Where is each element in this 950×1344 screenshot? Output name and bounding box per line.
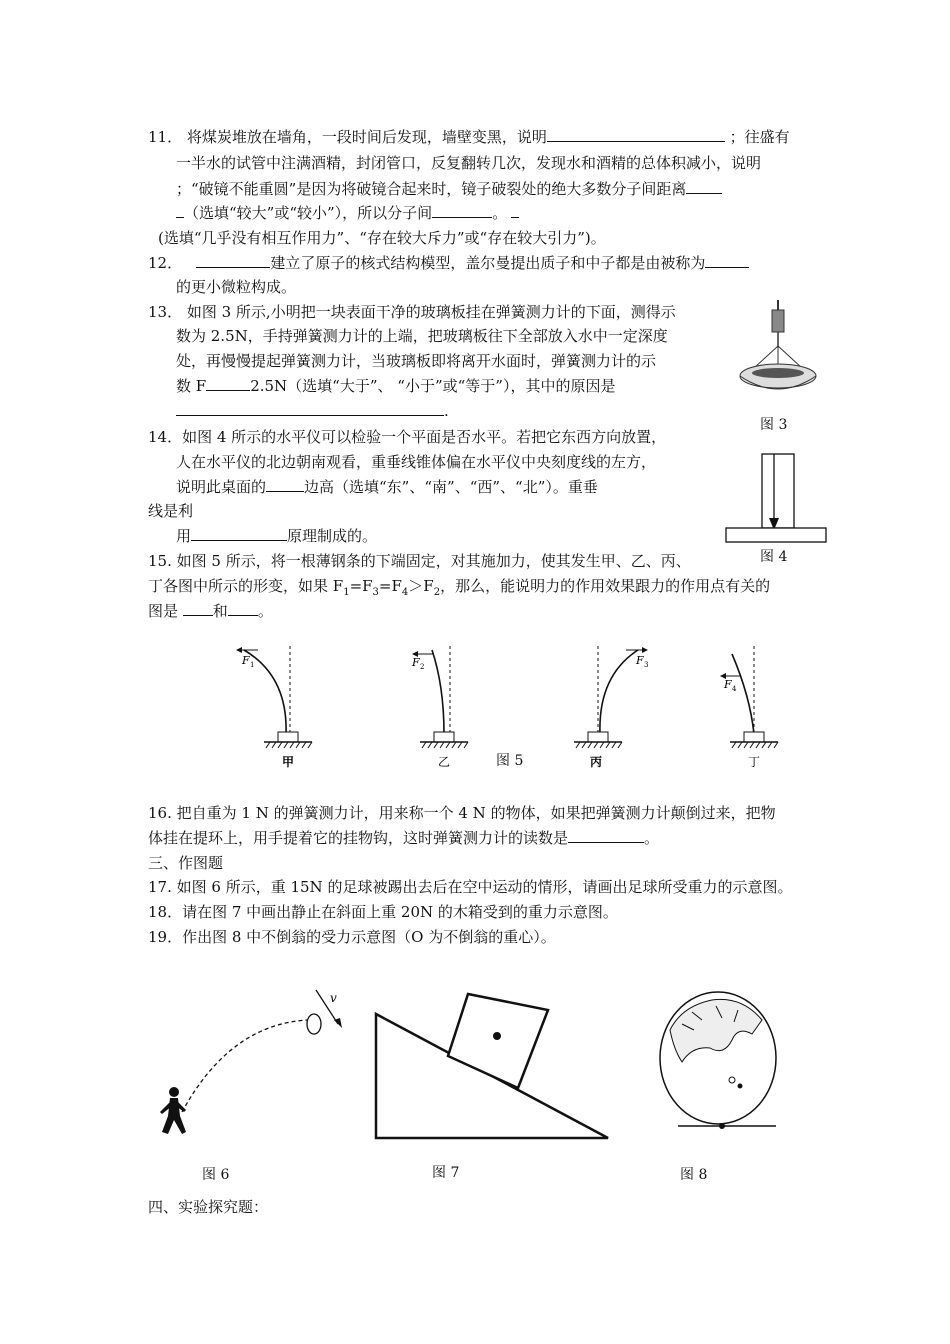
q14-line2: 人在水平仪的北边朝南观看，重垂线锥体偏在水平仪中央刻度线的左方， [176,453,657,471]
q14-line3 [176,476,598,498]
q12-blank-2[interactable] [705,253,749,268]
q12-line2: 的更小微粒构成。 [176,278,297,296]
q15-text-2a: 丁各图中所示的形变，如果 F [148,577,344,595]
fig4-caption: 图 4 [760,549,788,565]
q11-line3 [176,178,722,200]
q14-text-5b: 原理制成的。 [287,527,378,545]
q14-blank-1[interactable] [266,477,304,492]
q15-text-3c: 。 [257,602,273,620]
force-label-f4: F [724,678,732,691]
q13-line1: 13． 如图 3 所示,小明把一块表面干净的玻璃板挂在弹簧测力计的下面，测得示 [148,303,676,321]
q13-line2: 数为 2.5N，手持弹簧测力计的上端，把玻璃板往下全部放入水中一定深度 [176,327,668,345]
fig6-caption: 图 6 [202,1167,230,1183]
svg-text:2: 2 [420,663,425,671]
q14-blank-2[interactable] [191,526,287,541]
q14-text-3a: 说明此桌面的 [176,478,267,496]
q13-text-4b: 2.5N（选填“大于”、 “小于”或“等于”），其中的原因是 [250,377,616,395]
force-label-f2: F [412,656,420,669]
q15-text-3b: 和 [212,602,228,620]
q15-blank-2[interactable] [228,601,258,616]
q17-text: 17. 如图 6 所示，重 15N 的足球被踢出去后在空中运动的情形，请画出足球所受重力的示意图。 [148,878,793,896]
q15-sub-2: 2 [433,587,441,598]
q15-sub-1: 1 [343,587,350,598]
q15-text-2d: ＞F [408,577,434,595]
q14-text-3b: 边高（选填“东”、“南”、“西”、“北”）。重垂 [304,478,598,496]
q15-text-2b: =F [349,577,373,595]
figure-5-panel-jia [228,636,328,776]
q13-line4 [176,375,615,397]
q11-text-1b: ；往盛有 [729,128,790,146]
q13-line5 [176,400,449,422]
q11-text-3a: ；“破镜不能重圆”是因为将破镜合起来时，镜子破裂处的绝大多数分子间距离 [176,180,687,198]
q11-blank-1[interactable] [547,127,725,142]
q11-blank-2[interactable] [686,179,722,194]
q15-text-2c: =F [378,577,402,595]
figure-3 [736,298,820,406]
section-3-heading: 三、作图题 [148,854,224,872]
fig5-caption: 图 5 [496,753,524,769]
q13-line3: 处，再慢慢提起弹簧测力计，当玻璃板即将离开水面时，弹簧测力计的示 [176,352,657,370]
q13-text-4a: 数 F [176,377,207,395]
q15-sub-4: 4 [401,587,409,598]
q14-line1: 14．如图 4 所示的水平仪可以检验一个平面是否水平。若把它东西方向放置， [148,428,667,446]
q11-line2: 一半水的试管中注满酒精，封闭管口，反复翻转几次，发现水和酒精的总体积减小，说明 [176,154,762,172]
q19-text: 19．作出图 8 中不倒翁的受力示意图（O 为不倒翁的重心）。 [148,928,556,946]
q16-text-2a: 体挂在提环上，用手提着它的挂物钩，这时弹簧测力计的读数是 [148,829,569,847]
q11-text-4a: （选填“较大”或“较小”），所以分子间 [184,204,433,222]
q18-text: 18．请在图 7 中画出静止在斜面上重 20N 的木箱受到的重力示意图。 [148,903,618,921]
q14-text-5a: 用 [176,527,192,545]
force-label-f3: F [636,654,644,667]
q13-text-5: . [444,402,449,420]
q12-text-1: 建立了原子的核式结构模型，盖尔曼提出质子和中子都是由被称为 [270,254,706,272]
panel-label-ding: 丁 [748,755,761,769]
svg-text:1: 1 [250,661,255,669]
football-icon [307,1014,321,1034]
figure-7 [372,980,616,1144]
fig8-caption: 图 8 [680,1167,708,1183]
q15-sub-3: 3 [372,587,379,598]
q16-text-2b: 。 [644,829,660,847]
figure-6 [150,984,360,1156]
panel-label-jia: 甲 [282,755,295,769]
q11-line5: (选填“几乎没有相互作用力”、“存在较大斥力”或“存在较大引力”)。 [158,229,606,247]
fig3-caption: 图 3 [760,417,788,433]
panel-label-yi: 乙 [438,755,451,769]
q15-line1: 15. 如图 5 所示，将一根薄钢条的下端固定，对其施加力，使其发生甲、乙、丙、 [148,552,691,570]
q11-blank-2b[interactable] [176,203,184,218]
q15-text-3a: 图是 [148,602,179,620]
force-label-f1: F [242,654,250,667]
q15-blank-1[interactable] [183,601,213,616]
figure-8 [652,990,788,1140]
q11-text-1a: 11． 将煤炭堆放在墙角，一段时间后发现，墙壁变黑，说明 [148,128,547,146]
q11-line1 [148,126,790,148]
velocity-label: v [330,991,337,1005]
figure-5-panel-yi [396,636,496,776]
q15-text-2e: ，那么，能说明力的作用效果跟力的作用点有关的 [440,577,771,595]
q12-num: 12． [148,254,183,272]
q16-line2 [148,827,659,849]
figure-5-panel-ding [704,636,804,776]
runner-icon [160,1087,186,1134]
panel-label-bing: 丙 [590,755,603,769]
figure-4 [724,452,828,544]
fig7-caption: 图 7 [432,1165,460,1181]
q15-line3 [148,600,273,622]
q11-line4 [176,202,519,224]
q14-line5 [176,525,377,547]
q12-line1 [148,252,749,274]
q13-blank-1[interactable] [206,376,250,391]
q16-blank-1[interactable] [568,828,644,843]
q16-line1: 16. 把自重为 1 N 的弹簧测力计，用来称一个 4 N 的物体，如果把弹簧测力计颠倒过来，把物 [148,804,776,822]
svg-text:3: 3 [644,661,649,669]
q14-line4: 线是利 [148,502,194,520]
figure-5-panel-bing [568,636,668,776]
svg-text:4: 4 [732,685,737,693]
q11-blank-3b[interactable] [511,203,519,218]
q13-blank-2[interactable] [176,401,444,416]
q11-text-4b: 。 [492,204,508,222]
section-4-heading: 四、实验探究题： [148,1198,269,1216]
q12-blank-1[interactable] [196,253,270,268]
q11-blank-3[interactable] [432,203,492,218]
